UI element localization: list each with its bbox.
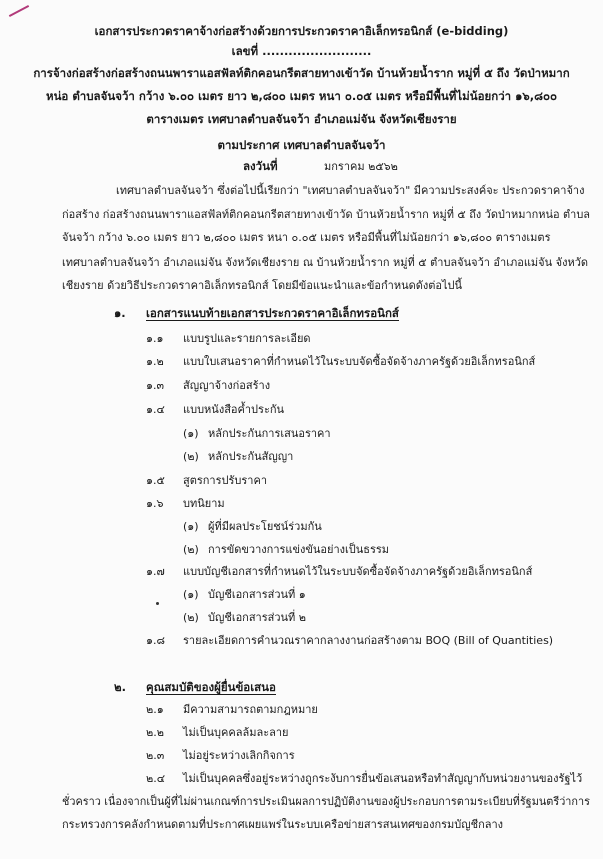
item-number: ๒.๑ [146, 703, 164, 716]
item-text: มีความสามารถตามกฎหมาย [183, 703, 318, 716]
sub-item-text: บัญชีเอกสารส่วนที่ ๑ [208, 588, 306, 601]
intro-line-2: ก่อสร้าง ก่อสร้างถนนพาราแอสฟัลท์ติกคอนกรีตสายทางเข้าวัด บ้านห้วยน้ำราก หมู่ที่ ๕ ถึง วัดป่าหมากหน่อ ตำบล [62, 208, 591, 221]
sub-item-number: (๒) [183, 450, 199, 463]
item-number: ๒.๔ [146, 772, 166, 785]
item-number: ๑.๖ [146, 497, 164, 510]
section-1-title: เอกสารแนบท้ายเอกสารประกวดราคาอิเล็กทรอนิกส์ [146, 306, 399, 320]
date-label: ลงวันที่ [243, 159, 278, 173]
item-text: แบบหนังสือค้ำประกัน [183, 403, 285, 416]
pen-mark [9, 5, 29, 17]
item-text: สูตรการปรับราคา [183, 474, 268, 487]
section-2-title: คุณสมบัติของผู้ยื่นข้อเสนอ [146, 680, 276, 694]
intro-line-1: เทศบาลตำบลจันจว้า ซึ่งต่อไปนี้เรียกว่า "เทศบาลตำบลจันจว้า" มีความประสงค์จะ ประกวดราคาจ้าง [116, 184, 585, 197]
intro-line-3: จันจว้า กว้าง ๖.๐๐ เมตร ยาว ๒,๘๐๐ เมตร หนา ๐.๐๕ เมตร หรือมีพื้นที่ไม่น้อยกว่า ๑๖,๘๐๐ ตารางเมตร [62, 231, 551, 244]
section-1-number: ๑. [114, 306, 126, 320]
sub-item-number: (๑) [183, 520, 199, 533]
sub-item-number: (๒) [183, 611, 199, 624]
item-number: ๑.๓ [146, 379, 164, 392]
sub-item-number: (๒) [183, 543, 199, 556]
item-number: ๒.๒ [146, 726, 164, 739]
date-value: มกราคม ๒๕๖๒ [324, 160, 398, 173]
document-title: เอกสารประกวดราคาจ้างก่อสร้างด้วยการประกวดราคาอิเล็กทรอนิกส์ (e-bidding) [94, 24, 509, 38]
announcement-line: ตามประกาศ เทศบาลตำบลจันจว้า [217, 138, 386, 152]
item-text: ไม่อยู่ระหว่างเลิกกิจการ [183, 749, 295, 762]
sub-item-text: ผู้ที่มีผลประโยชน์ร่วมกัน [208, 520, 322, 533]
item-number: ๑.๒ [146, 355, 164, 368]
item-text: ไม่เป็นบุคคลล้มละลาย [183, 726, 289, 739]
subject-line-2: หน่อ ตำบลจันจว้า กว้าง ๖.๐๐ เมตร ยาว ๒,๘๐๐ เมตร หนา ๐.๐๕ เมตร หรือมีพื้นที่ไม่น้อยกว่า ๑๖,๘๐๐ [45, 89, 557, 103]
intro-line-4: เทศบาลตำบลจันจว้า อำเภอแม่จัน จังหวัดเชียงราย ณ บ้านห้วยน้ำราก หมู่ที่ ๕ ตำบลจันจว้า อำเภอแม่จัน จังหวัด [62, 256, 589, 269]
document-number: เลขที่ ......................... [231, 44, 372, 58]
stray-dot [156, 602, 159, 605]
item-number: ๑.๘ [146, 634, 165, 647]
subject-line-1: การจ้างก่อสร้างก่อสร้างถนนพาราแอสฟัลท์ติกคอนกรีตสายทางเข้าวัด บ้านห้วยน้ำราก หมู่ที่ ๕ ถึง วัดป่าหมาก [33, 66, 570, 80]
section-2-continuation-2: กระทรวงการคลังกำหนดตามที่ประกาศเผยแพร่ในระบบเครือข่ายสารสนเทศของกรมบัญชีกลาง [62, 818, 504, 831]
item-text: ไม่เป็นบุคคลซึ่งอยู่ระหว่างถูกระงับการยื่นข้อเสนอหรือทำสัญญากับหน่วยงานของรัฐไว้ [183, 772, 583, 785]
item-number: ๑.๗ [146, 565, 165, 578]
subject-line-3: ตารางเมตร เทศบาลตำบลจันจว้า อำเภอแม่จัน จังหวัดเชียงราย [146, 112, 457, 126]
section-2-continuation-1: ชั่วคราว เนื่องจากเป็นผู้ที่ไม่ผ่านเกณฑ์การประเมินผลการปฏิบัติงานของผู้ประกอบการตามระเบียบที่รัฐมนตรีว่าการ [62, 795, 590, 808]
item-text: แบบใบเสนอราคาที่กำหนดไว้ในระบบจัดซื้อจัดจ้างภาครัฐด้วยอิเล็กทรอนิกส์ [183, 355, 536, 368]
sub-item-number: (๑) [183, 588, 199, 601]
item-text: สัญญาจ้างก่อสร้าง [183, 379, 271, 392]
sub-item-text: หลักประกันสัญญา [208, 450, 294, 463]
item-text: บทนิยาม [183, 497, 225, 510]
item-text: แบบรูปและรายการละเอียด [183, 332, 311, 345]
item-number: ๑.๕ [146, 474, 165, 487]
sub-item-text: หลักประกันการเสนอราคา [208, 427, 331, 440]
item-number: ๑.๔ [146, 403, 165, 416]
intro-line-5: เชียงราย ด้วยวิธีประกวดราคาอิเล็กทรอนิกส์ โดยมีข้อแนะนำและข้อกำหนดดังต่อไปนี้ [62, 279, 463, 292]
item-text: รายละเอียดการคำนวณราคากลางงานก่อสร้างตาม BOQ (Bill of Quantities) [183, 634, 554, 647]
section-2-number: ๒. [114, 680, 126, 694]
item-text: แบบบัญชีเอกสารที่กำหนดไว้ในระบบจัดซื้อจัดจ้างภาครัฐด้วยอิเล็กทรอนิกส์ [183, 565, 533, 578]
sub-item-text: การขัดขวางการแข่งขันอย่างเป็นธรรม [208, 543, 390, 556]
item-number: ๒.๓ [146, 749, 165, 762]
item-number: ๑.๑ [146, 332, 164, 345]
sub-item-text: บัญชีเอกสารส่วนที่ ๒ [208, 611, 307, 624]
sub-item-number: (๑) [183, 427, 199, 440]
